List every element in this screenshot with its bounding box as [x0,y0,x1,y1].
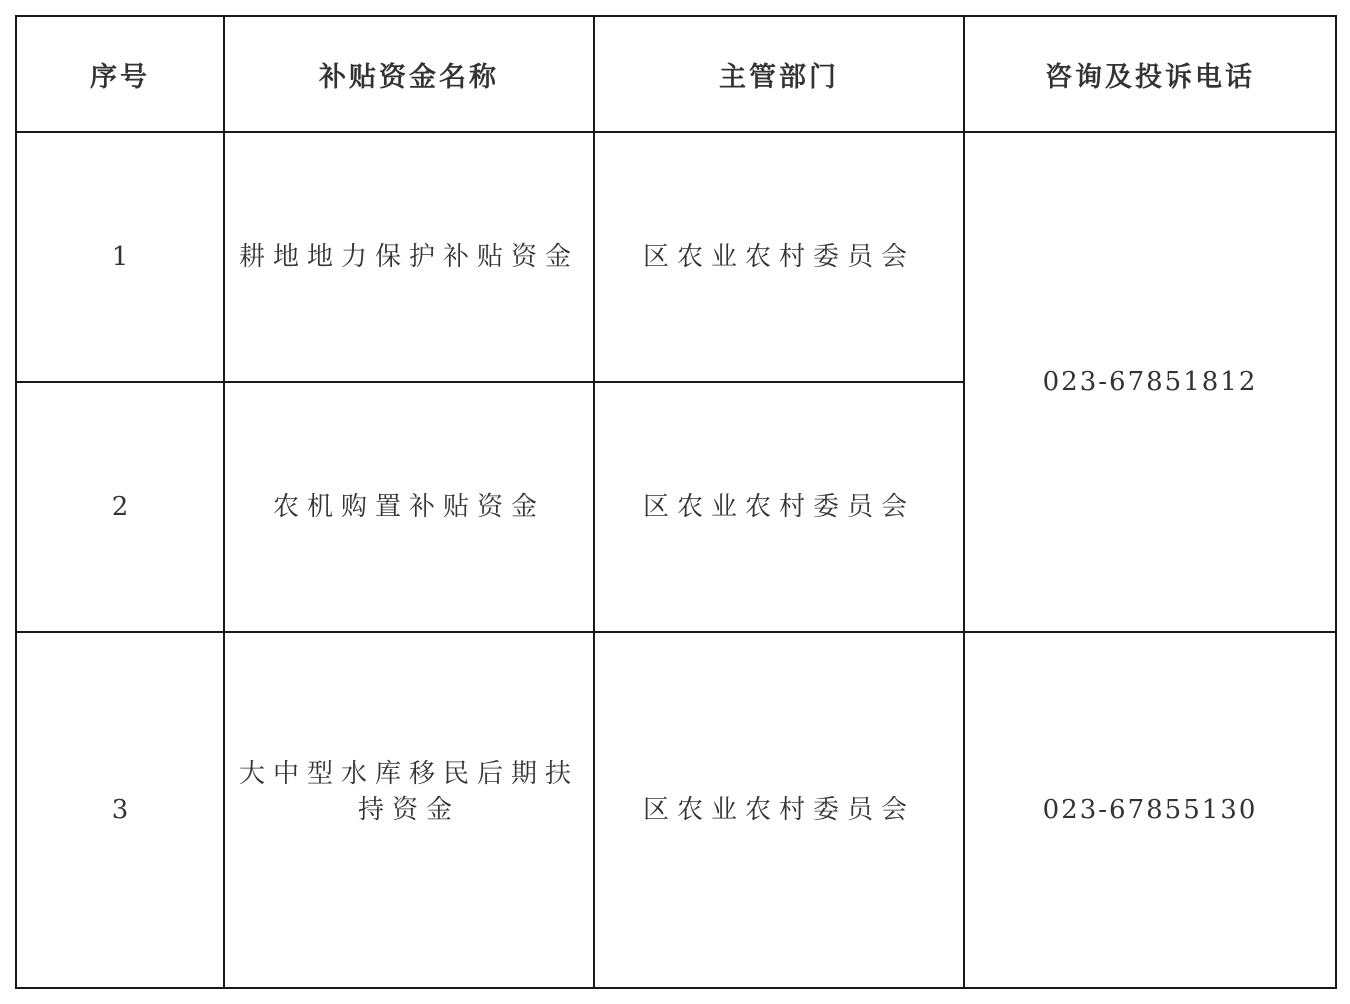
cell-subsidy-name: 农机购置补贴资金 [224,382,594,632]
cell-department: 区农业农村委员会 [594,132,964,382]
cell-subsidy-name [224,632,594,988]
cell-seq: 1 [16,132,224,382]
cell-subsidy-name: 耕地地力保护补贴资金 [224,132,594,382]
cell-phone: 023-67851812 [964,132,1336,632]
table-row [16,632,1336,988]
cell-seq: 3 [16,632,224,988]
cell-department: 区农业农村委员会 [594,632,964,988]
subsidy-table [15,15,1337,989]
cell-phone: 023-67855130 [964,632,1336,988]
header-seq: 序号 [16,16,224,132]
subsidy-name-text: 大中型水库移民后期扶持资金 [238,759,579,825]
cell-seq: 2 [16,382,224,632]
cell-department: 区农业农村委员会 [594,382,964,632]
header-department: 主管部门 [594,16,964,132]
header-phone: 咨询及投诉电话 [964,16,1336,132]
header-subsidy-name: 补贴资金名称 [224,16,594,132]
table-header-row [16,16,1336,132]
table-row [16,132,1336,382]
